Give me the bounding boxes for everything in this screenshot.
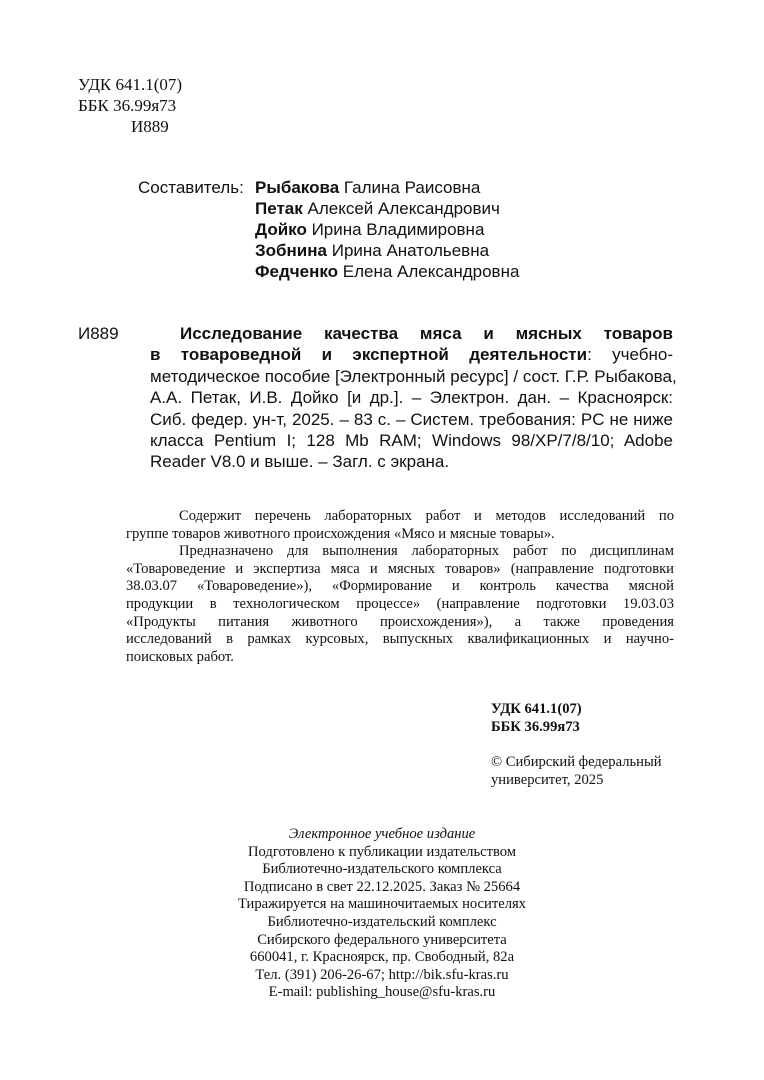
bib-line: Сиб. федер. ун-т, 2025. – 83 с. – Систем. требования: PC не ниже [150, 409, 673, 429]
bbk-code: ББК 36.99я73 [491, 718, 580, 735]
annotation-line: Содержит перечень лабораторных работ и методов исследований по [179, 508, 674, 524]
bib-type: : учебно- [587, 345, 673, 365]
compiler-item [255, 240, 519, 261]
classification-codes [78, 74, 182, 137]
compiler-surname: Федченко [255, 262, 339, 281]
imprint-line: Сибирского федерального университета [257, 931, 507, 948]
compiler-name: Ирина Анатольевна [331, 241, 490, 260]
annotation-line: группе товаров животного происхождения «Мясо и мясные товары». [126, 525, 555, 542]
annotation [126, 508, 674, 666]
bib-title-part1: Исследование качества мяса и мясных товаров [180, 324, 673, 343]
imprint-website[interactable]: Тел. (391) 206-26-67; http://bik.sfu-kras.ru [255, 966, 509, 983]
imprint-line: Библиотечно-издательский комплекс [267, 913, 497, 930]
bbk-code: ББК 36.99я73 [78, 96, 177, 115]
bib-line: методическое пособие [Электронный ресурс] / сост. Г.Р. Рыбакова, [150, 366, 677, 386]
imprint-line: Подписано в свет 22.12.2025. Заказ № 25664 [243, 878, 521, 895]
udk-code: УДК 641.1(07) [491, 701, 582, 717]
compiler-surname: Петак [255, 199, 303, 218]
copyright-line: © Сибирский федеральный [491, 754, 662, 770]
compiler-name: Алексей Александрович [307, 199, 500, 218]
annotation-line: поисковых работ. [126, 648, 234, 665]
imprint-email[interactable]: E-mail: publishing_house@sfu-kras.ru [268, 984, 496, 1001]
imprint-line: Подготовлено к публикации издательством [247, 843, 517, 860]
bib-line: класса Pentium I; 128 Mb RAM; Windows 98/XP/7/8/10; Adobe [150, 431, 673, 451]
bibliography-mark: И889 [78, 324, 119, 343]
annotation-line: продукции в технологическом процессе» (направление подготовки 19.03.03 [126, 595, 674, 612]
compiler-item [255, 261, 519, 282]
compiler-surname: Рыбакова [255, 178, 340, 197]
bib-title-part2: в товароведной и экспертной деятельности [150, 345, 588, 365]
bottom-classification-codes [491, 701, 582, 736]
compiler-name: Ирина Владимировна [311, 220, 485, 239]
author-mark: И889 [131, 117, 169, 136]
compilers-list [255, 177, 519, 282]
compilers-label: Составитель: [138, 178, 244, 197]
bibliographic-description [150, 323, 677, 473]
compiler-item [255, 198, 519, 219]
imprint-line: Библиотечно-издательского комплекса [262, 861, 502, 878]
annotation-line: 38.03.07 «Товароведение»), «Формирование и контроль качества мясной [126, 578, 674, 595]
compiler-surname: Зобнина [255, 241, 327, 260]
copyright-line: университет, 2025 [491, 771, 604, 788]
bib-title-line [150, 323, 673, 344]
copyright-notice [491, 754, 662, 789]
imprint-line: Тиражируется на машиночитаемых носителях [238, 896, 526, 913]
annotation-line: исследований в рамках курсовых, выпускных квалификационных и научно- [126, 631, 674, 648]
bib-title-line [150, 344, 673, 365]
compiler-surname: Дойко [255, 220, 307, 239]
compiler-name: Галина Раисовна [343, 178, 481, 197]
bib-line: Reader V8.0 и выше. – Загл. с экрана. [150, 452, 450, 472]
annotation-line: «Товароведение и экспертиза мяса и мясных товаров» (направление подготовки [126, 560, 674, 577]
imprint-title: Электронное учебное издание [288, 826, 476, 842]
imprint-block [0, 826, 764, 1002]
bib-line: А.А. Петак, И.В. Дойко [и др.]. – Электрон. дан. – Красноярск: [150, 388, 673, 408]
compiler-item [255, 177, 519, 198]
annotation-line: «Продукты питания животного происхождения»), а также проведения [126, 613, 674, 630]
annotation-line: Предназначено для выполнения лабораторных работ по дисциплинам [179, 543, 674, 560]
udk-code: УДК 641.1(07) [78, 75, 183, 94]
imprint-line: 660041, г. Красноярск, пр. Свободный, 82а [249, 949, 515, 966]
compiler-name: Елена Александровна [342, 262, 520, 281]
compiler-item [255, 219, 519, 240]
